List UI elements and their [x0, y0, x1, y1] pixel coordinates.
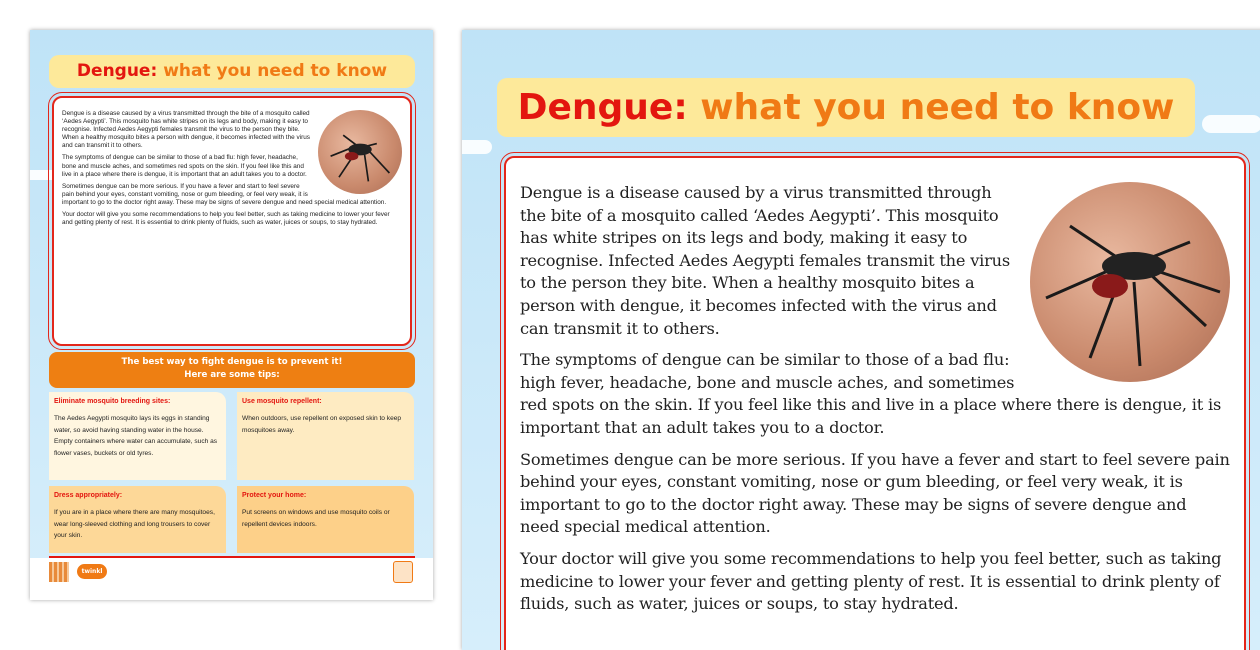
- tip-card: [49, 486, 226, 553]
- paragraph: Your doctor will give you some recommendations to help you feel better, such as taking medicine to lower your fever and getting plenty of rest. It is essential to drink plenty of fluids, such as water, juices or soups, to stay hydrated.: [62, 211, 390, 227]
- info-box: [52, 96, 412, 346]
- paragraph: Your doctor will give you some recommendations to help you feel better, such as taking medicine to lower your fever and getting plenty of rest. It is essential to drink plenty of fluids, such as water, juices or soups, to stay hydrated.: [520, 548, 1222, 614]
- tip-heading: Eliminate mosquito breeding sites:: [54, 398, 171, 405]
- tip-heading: Protect your home:: [242, 492, 307, 499]
- tip-text: When outdoors, use repellent on exposed skin to keep mosquitoes away.: [242, 415, 402, 434]
- banner-line1: The best way to fight dengue is to prevent it!: [121, 357, 343, 367]
- qr-code-icon: [49, 562, 69, 582]
- page-title: [49, 55, 415, 88]
- mosquito-image: [318, 110, 402, 194]
- logo-text: twinkl: [81, 568, 103, 575]
- paragraph: Sometimes dengue can be more serious. If you have a fever and start to feel severe pain behind your eyes, constant vomiting, nose or gum bleeding, or feel very weak, it is important to go to the doctor right away. These may be signs of severe dengue and need special medical attention.: [62, 182, 387, 206]
- tip-card: [49, 392, 226, 480]
- footer: [30, 558, 433, 600]
- title-part1: Dengue:: [76, 61, 158, 81]
- paragraph: Dengue is a disease caused by a virus transmitted through the bite of a mosquito called ‘Aedes Aegypti’. This mosquito has white stripes on its legs and body, making it easy to recognise. Infected Aedes Aegypti females transmit the virus to the person they bite. When a healthy mosquito bites a person with dengue, it becomes infected with the virus and can transmit it to others.: [62, 110, 310, 150]
- title-part2: what you need to know: [163, 61, 388, 81]
- info-box: [504, 156, 1246, 650]
- title-part2: what you need to know: [700, 87, 1175, 128]
- page-title: [497, 78, 1195, 137]
- twinkl-logo: [77, 564, 107, 579]
- tip-text: If you are in a place where there are many mosquitoes, wear long-sleeved clothing and long trousers to cover your skin.: [54, 509, 215, 539]
- badge-icon: [393, 561, 413, 583]
- prevention-banner: [49, 352, 415, 388]
- title-part1: Dengue:: [517, 87, 688, 128]
- thumbnail-page[interactable]: [30, 30, 433, 600]
- paragraph: The symptoms of dengue can be similar to those of a bad flu: high fever, headache, bone and muscle aches, and sometimes red spots on the skin. If you feel like this and live in a place where there is dengue, it is important that an adult takes you to a doctor.: [62, 154, 307, 178]
- tip-heading: Dress appropriately:: [54, 492, 123, 499]
- tip-heading: Use mosquito repellent:: [242, 398, 322, 405]
- banner-line2: Here are some tips:: [184, 370, 280, 380]
- tip-text: The Aedes Aegypti mosquito lays its eggs in standing water, so avoid having standing water in the house. Empty containers where water can accumulate, such as flower vases, buckets or old tyres.: [54, 415, 218, 457]
- paragraph: Sometimes dengue can be more serious. If you have a fever and start to feel severe pain behind your eyes, constant vomiting, nose or gum bleeding, or feel very weak, it is important to go to the doctor right away. These may be signs of severe dengue and need special medical attention.: [520, 449, 1230, 537]
- paragraph: The symptoms of dengue can be similar to those of a bad flu: high fever, headache, bone and muscle aches, and sometimes red spots on the skin. If you feel like this and live in a place where there is dengue, it is important that an adult takes you to a doctor.: [520, 350, 1222, 437]
- tip-card: [237, 392, 414, 480]
- mosquito-image: [1030, 182, 1230, 382]
- paragraph: Dengue is a disease caused by a virus transmitted through the bite of a mosquito called ‘Aedes Aegypti’. This mosquito has white stripes on its legs and body, making it easy to recognise. Infected Aedes Aegypti females transmit the virus to the person they bite. When a healthy mosquito bites a person with dengue, it becomes infected with the virus and can transmit it to others.: [520, 183, 1010, 338]
- tip-text: Put screens on windows and use mosquito coils or repellent devices indoors.: [242, 509, 390, 528]
- main-page: [462, 30, 1260, 650]
- tip-card: [237, 486, 414, 553]
